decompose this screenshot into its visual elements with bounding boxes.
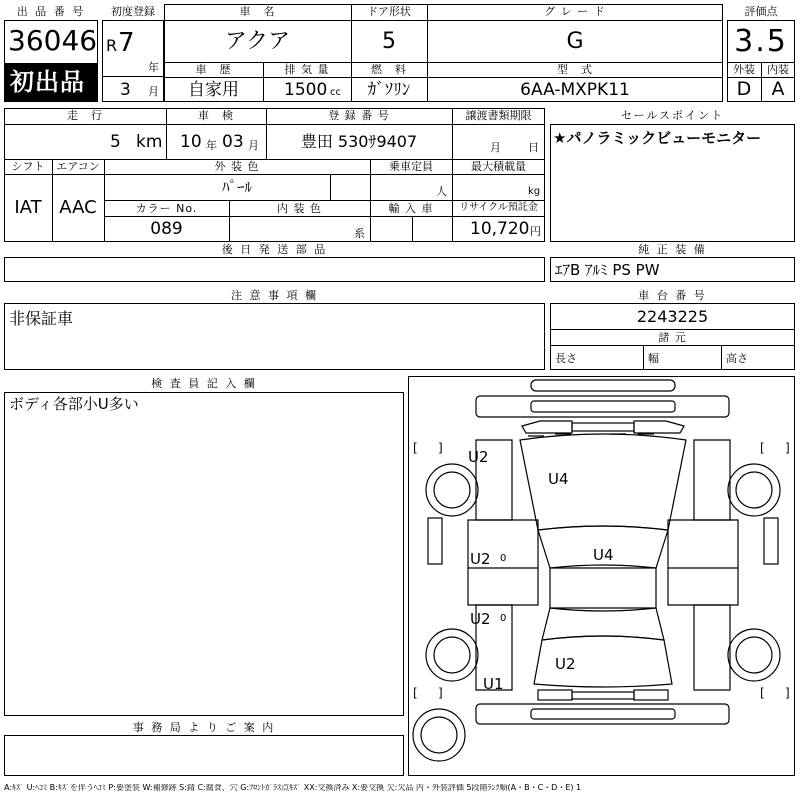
plate-label: 登 録 番 号 <box>328 109 390 122</box>
displacement-value: 1500 <box>284 80 328 100</box>
damage-zero-b: 0 <box>500 613 507 624</box>
length-label: 長さ <box>555 352 577 365</box>
damage-u1-rear-quarter: U1 <box>483 675 504 693</box>
damage-diagram-box <box>408 376 795 776</box>
grade-value: G <box>566 29 584 54</box>
bracket-left-rear: [ <box>413 686 418 700</box>
month-unit: 月 <box>148 85 160 98</box>
model-code-label: 型 式 <box>557 63 593 76</box>
exterior-grade: D <box>736 78 752 100</box>
chassis-label: 車 台 番 号 <box>550 288 795 304</box>
grade-label: グ レ ー ド <box>544 5 606 18</box>
ac-value: AAC <box>59 197 97 218</box>
damage-u2-trunk: U2 <box>555 655 576 673</box>
inspection-month: 03 <box>222 132 244 152</box>
office-label: 事 務 局 よ り ご 案 内 <box>4 720 404 736</box>
car-name: アクア <box>224 29 291 54</box>
svg-text:]: ] <box>438 441 443 455</box>
inspection-month-unit: 月 <box>248 139 260 152</box>
interior-grade: A <box>771 78 785 100</box>
interior-label: 内装 <box>767 63 789 76</box>
inspection-label: 車 検 <box>198 109 234 122</box>
specs-label: 諸 元 <box>658 331 687 344</box>
transfer-label: 譲渡書類期限 <box>465 109 532 122</box>
registration-month: 3 <box>120 80 131 100</box>
max-load-label: 最大積載量 <box>471 160 526 173</box>
sales-point-label: セールスポイント <box>550 108 795 125</box>
fuel-value: ｶﾞｿﾘﾝ <box>367 80 411 100</box>
transfer-month-unit: 月 <box>490 141 502 154</box>
inspection-year: 10 <box>180 132 202 152</box>
model-code-value: 6AA-MXPK11 <box>520 80 630 100</box>
mileage-unit: km <box>136 132 163 152</box>
svg-text:]: ] <box>785 441 790 455</box>
equipment-label: 純 正 装 備 <box>550 242 795 258</box>
recycle-unit: 円 <box>530 225 542 238</box>
inspector-note: ボディ各部小U多い <box>9 395 139 413</box>
era-letter: R <box>106 36 118 55</box>
shift-value: IAT <box>14 197 42 218</box>
interior-color-unit: 系 <box>354 227 366 240</box>
capacity-label: 乗車定員 <box>389 160 433 173</box>
inspector-box <box>4 376 404 716</box>
sales-point-value: ★パノラミックビューモニター <box>553 129 762 147</box>
year-unit: 年 <box>148 61 160 74</box>
history-value: 自家用 <box>188 80 239 100</box>
exterior-label: 外装 <box>733 63 755 76</box>
interior-color-label: 内 装 色 <box>277 202 322 215</box>
notes-label: 注 意 事 項 欄 <box>4 288 545 304</box>
registration-year: 7 <box>118 28 135 58</box>
color-no-value: 089 <box>150 219 183 239</box>
exterior-color-label: 外 装 色 <box>214 160 260 173</box>
notes-value: 非保証車 <box>9 309 74 328</box>
fuel-label: 燃 料 <box>371 63 407 76</box>
exterior-color-value: ﾊﾟｰﾙ <box>221 178 252 196</box>
recycle-value: 10,720 <box>470 219 530 239</box>
damage-u2-rear-door: U2 <box>470 610 491 628</box>
score-label: 評価点 <box>727 4 795 21</box>
chassis-value: 2243225 <box>636 307 709 326</box>
max-load-unit: kg <box>528 186 541 197</box>
inspector-label: 検 査 員 記 入 欄 <box>4 376 404 393</box>
vehicle-detail-box <box>4 108 545 242</box>
recycle-label: リサイクル預託金 <box>459 202 538 213</box>
equipment-value: ｴｱB ｱﾙﾐ PS PW <box>555 261 660 279</box>
doors-value: 5 <box>382 29 396 54</box>
damage-u2-front-left: U2 <box>468 448 489 466</box>
bracket-left-front: [ <box>413 441 418 455</box>
width-label: 幅 <box>648 352 660 365</box>
displacement-label: 排 気 量 <box>284 63 330 76</box>
svg-text:]: ] <box>785 686 790 700</box>
mileage-value: 5 <box>110 132 121 152</box>
inspection-year-unit: 年 <box>206 139 218 152</box>
damage-u4-hood: U4 <box>548 470 569 488</box>
damage-zero-a: 0 <box>500 553 507 564</box>
history-label: 車 歴 <box>195 63 232 76</box>
first-registration-label: 初度登録 <box>102 4 164 21</box>
transfer-day-unit: 日 <box>528 141 540 154</box>
auction-number: 36046 <box>8 24 98 57</box>
capacity-unit: 人 <box>436 185 448 198</box>
bracket-right-rear: [ <box>760 686 765 700</box>
auction-number-label: 出 品 番 号 <box>4 4 98 21</box>
car-name-label: 車 名 <box>239 5 276 18</box>
displacement-unit: cc <box>330 87 341 98</box>
height-label: 高さ <box>726 352 748 365</box>
shift-label: シフト <box>11 160 45 173</box>
later-parts-label: 後 日 発 送 部 品 <box>4 242 545 258</box>
plate-value: 豊田 530ｻ9407 <box>300 132 418 151</box>
bracket-right-front: [ <box>760 441 765 455</box>
color-no-label: カラー No. <box>135 202 198 215</box>
doors-label: ドア形状 <box>367 5 411 18</box>
score-value: 3.5 <box>734 24 788 59</box>
first-listing-text: 初出品 <box>10 68 85 96</box>
mileage-label: 走 行 <box>67 109 103 122</box>
legend: A:ｷｽﾞ U:ﾍｺﾐ B:ｷｽﾞを伴うﾍｺﾐ P:要塗装 W:補修跡 S:錆 C:腐食、穴 G:ﾌﾛﾝﾄｶﾞﾗｽ点ｷｽﾞ XX:交換済み X:要交換 欠:欠品 内・外装評価 5段階ﾗﾝｸ順(A・B・C・D・E) 1 <box>4 784 582 792</box>
ac-label: エアコン <box>56 160 100 173</box>
svg-text:]: ] <box>438 686 443 700</box>
import-label: 輸 入 車 <box>388 202 434 215</box>
damage-u4-roof: U4 <box>593 546 614 564</box>
damage-u2-front-door: U2 <box>470 550 491 568</box>
